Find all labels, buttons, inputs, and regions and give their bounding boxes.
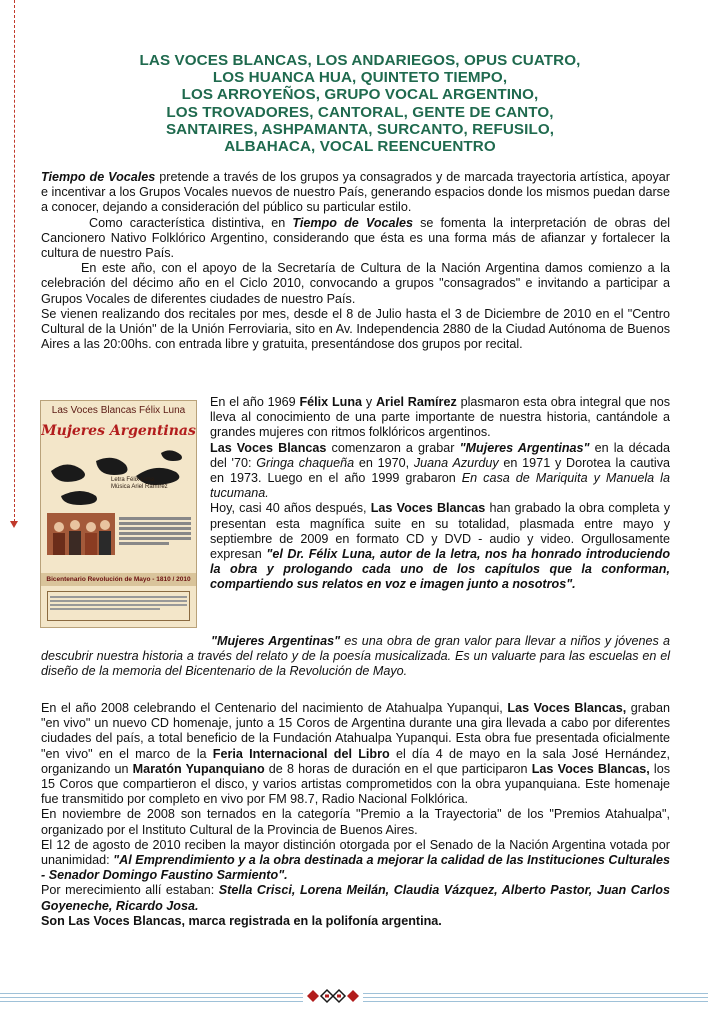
- album-cover-image: [40, 400, 197, 628]
- centenario-paragraph-3: El 12 de agosto de 2010 reciben la mayor distinción otorgada por el Senado de la Nación Argentina votada por unanimidad: "Al Emprendimiento y a la obra destinada a mejorar la calidad de las Instituciones Culturales - Senador Domingo Faustino Sarmiento".: [41, 837, 670, 883]
- centenario-paragraph-4: Por merecimiento allí estaban: Stella Crisci, Lorena Meilán, Claudia Vázquez, Alberto Pastor, Juan Carlos Goyeneche, Ricardo Josa.: [41, 883, 670, 913]
- centenario-paragraph-2: En noviembre de 2008 son ternados en la categoría "Premio a la Trayectoria" de los "Premios Atahualpa", organizado por el Instituto Cultural de la Provincia de Buenos Aires.: [41, 807, 670, 837]
- intro-paragraph-1: Tiempo de Vocales pretende a través de los grupos ya consagrados y de marcada trayectoria artística, apoyar e incentivar a los Grupos Vocales nuevos de nuestro País, generando espacios donde los mismos puedan darse a conocer, dejando a consideración del público su particular estilo.: [41, 170, 670, 215]
- intro-paragraph-4: Se vienen realizando dos recitales por mes, desde el 8 de Julio hasta el 3 de Diciembre de 2010 en el "Centro Cultural de la Unión" de la Unión Ferroviaria, sito en Av. Independencia 2880 de la Ciudad Autónoma de Buenos Aires a las 20:00hs. con entrada libre y gratuita, presentándose dos grupos por recital.: [41, 306, 670, 352]
- cover-bicentenario-bar: Bicentenario Revolución de Mayo - 1810 / 2010: [41, 573, 196, 586]
- mujeres-section: [210, 395, 670, 593]
- cover-artists: Las Voces Blancas Félix Luna: [51, 405, 186, 416]
- mujeres-paragraph-2: Las Voces Blancas comenzaron a grabar "Mujeres Argentinas" en la década del '70: Gringa chaqueña en 1970, Juana Azurduy en 1971 y Dorotea la cautiva en 1973. Luego en el año 1999 grabaron En casa de Mariquita y Manuela la tucumana.: [210, 440, 670, 501]
- group-line: LOS ARROYEÑOS, GRUPO VOCAL ARGENTINO,: [181, 86, 539, 104]
- cover-group-photo: [47, 513, 115, 555]
- group-line: ALBAHACA, VOCAL REENCUENTRO: [224, 138, 496, 156]
- cover-credits: Letra Félix Luna Música Ariel Ramírez: [111, 477, 168, 490]
- intro-paragraph-3: En este año, con el apoyo de la Secretaría de Cultura de la Nación Argentina damos comienzo a la celebración del décimo año en el Ciclo 2010, convocando a grupos "consagrados" e invitando a participar a Grupos Vocales de diferentes ciudades de nuestro País.: [41, 261, 670, 306]
- mujeres-paragraph-3: Hoy, casi 40 años después, Las Voces Blancas han grabado la obra completa y presentan esta magnífica suite en su totalidad, plasmada entre mayo y septiembre de 2009 en formato CD y DVD - audio y video. Orgullosamente expresan "el Dr. Félix Luna, autor de la letra, nos ha honrado introduciendo la obra y prologando cada uno de los capítulos que la conforman, compartiendo sus relatos en voz e imagen junto a nosotros".: [210, 501, 671, 592]
- cover-small-text: [119, 517, 191, 545]
- footer-ornament-icon: [303, 986, 363, 1006]
- cover-title: Mujeres Argentinas: [41, 423, 196, 439]
- group-line: SANTAIRES, ASHPAMANTA, SURCANTO, REFUSILO,: [165, 120, 555, 138]
- group-line: LAS VOCES BLANCAS, LOS ANDARIEGOS, OPUS CUATRO,: [139, 52, 581, 69]
- intro-section: [41, 170, 670, 352]
- mujeres-paragraph-1: En el año 1969 Félix Luna y Ariel Ramírez plasmaron esta obra integral que nos lleva al conocimiento de una parte importante de nuestra historia, cantándole a grandes mujeres con ritmos folklóricos argentinos.: [210, 395, 671, 440]
- dashed-arrow-line: [14, 0, 15, 522]
- mujeres-value-section: [41, 634, 670, 680]
- cover-quote-box: [47, 591, 190, 621]
- mujeres-value-paragraph: "Mujeres Argentinas" es una obra de gran valor para llevar a niños y jóvenes a descubrir nuestra historia a través del relato y de la poesía musicalizada. Es un valuarte para las escuelas en el diseño de la memoria del Bicentenario de la Revolución de Mayo.: [41, 634, 670, 679]
- group-photo-figures: [47, 513, 115, 555]
- centenario-section: [41, 701, 670, 929]
- group-line: LOS TROVADORES, CANTORAL, GENTE DE CANTO,: [166, 103, 554, 121]
- centenario-paragraph-5: Son Las Voces Blancas, marca registrada en la polifonía argentina.: [41, 913, 442, 928]
- intro-paragraph-2: Como característica distintiva, en Tiempo de Vocales se fomenta la interpretación de obras del Cancionero Nativo Folklórico Argentino, considerando que ésta es una forma más de afianzar y fortalecer la cultura de nuestro País.: [41, 215, 671, 261]
- group-line: LOS HUANCA HUA, QUINTETO TIEMPO,: [212, 69, 508, 87]
- centenario-paragraph-1: En el año 2008 celebrando el Centenario del nacimiento de Atahualpa Yupanqui, Las Voces Blancas, graban "en vivo" un nuevo CD homenaje, junto a 15 Coros de Argentina durante una gira llevada a cabo por diferentes ciudades del país, a total beneficio de la Fundación Atahualpa Yupanqui. Esta obra fue presentada oficialmente "en vivo" en el marco de la Feria Internacional del Libro el día 4 de mayo en la sala José Hernández, organizando un Maratón Yupanquiano de 8 horas de duración en el que participaron Las Voces Blancas, los 15 Coros que compartieron el disco, y varios artistas comprometidos con la obra yupanquiana. Este homenaje fue transmitido por completo en vivo por FM 98.7, Radio Nacional Folklórica.: [41, 701, 671, 807]
- cover-silhouettes-art: [41, 441, 196, 511]
- group-list-heading: [60, 52, 660, 155]
